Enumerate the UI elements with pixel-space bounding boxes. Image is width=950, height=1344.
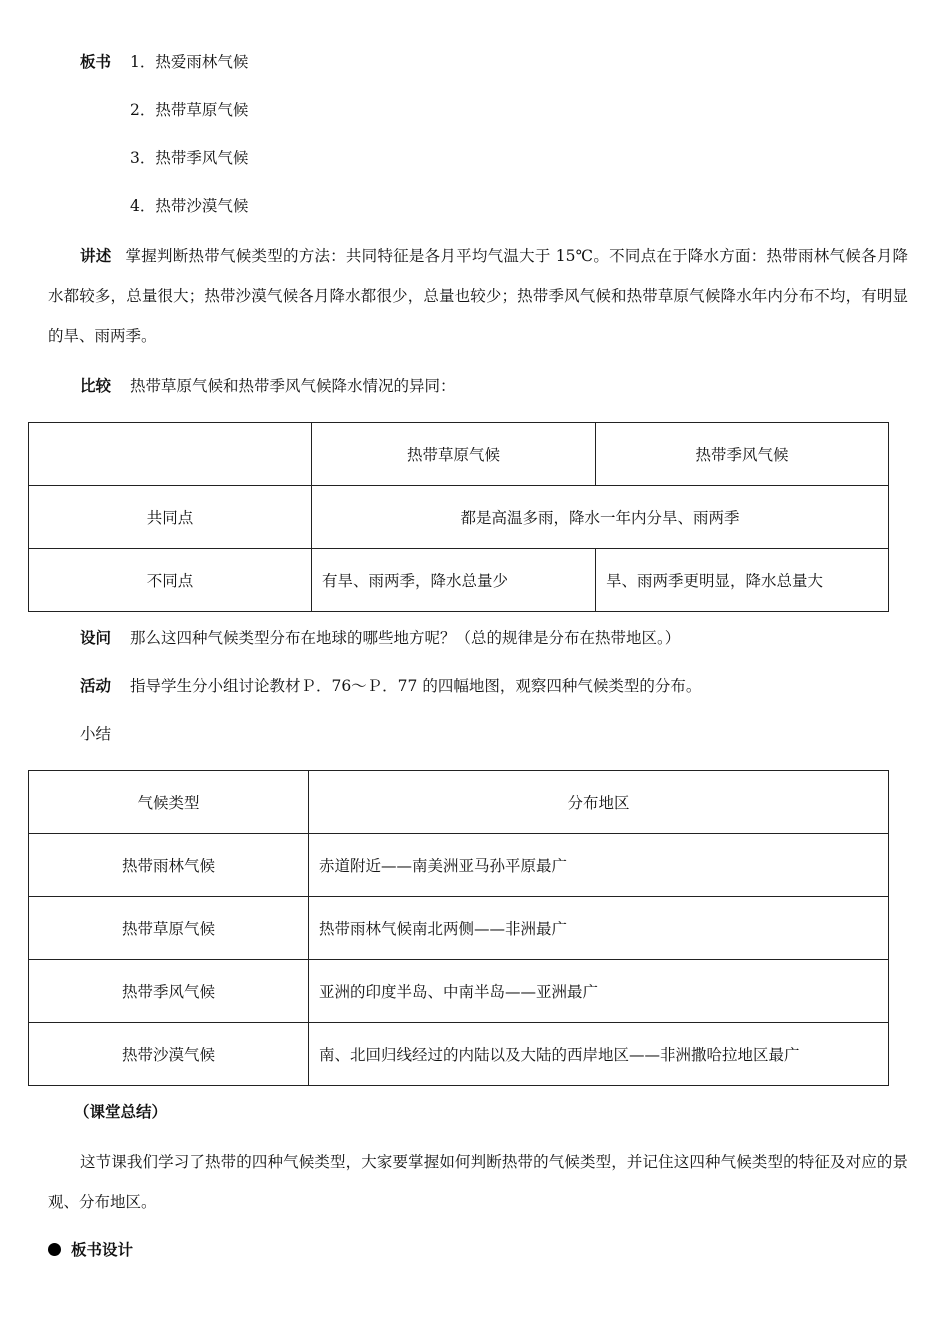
board-list-item-3: 3．热带季风气候 (130, 149, 249, 167)
common-value: 都是高温多雨，降水一年内分旱、雨两季 (312, 486, 889, 549)
compare-text: 热带草原气候和热带季风气候降水情况的异同： (129, 377, 456, 395)
question-text: 那么这四种气候类型分布在地球的哪些地方呢？（总的规律是分布在热带地区。） (129, 629, 681, 647)
table-row (29, 771, 889, 834)
board-design-line (48, 1240, 133, 1260)
lecture-paragraph (48, 236, 908, 356)
board-item-text: 1．热爱雨林气候 (129, 53, 249, 71)
diff-monsoon: 旱、雨两季更明显，降水总量大 (596, 549, 889, 612)
summary-label: 小结 (80, 725, 112, 743)
question-label: 设问 (80, 629, 112, 647)
table-cell (29, 423, 312, 486)
board-label: 板书 (80, 53, 112, 71)
distribution-cell: 南、北回归线经过的内陆以及大陆的西岸地区——非洲撒哈拉地区最广 (309, 1023, 889, 1086)
table-row (29, 897, 889, 960)
distribution-table (28, 770, 889, 1086)
class-summary-paragraph (48, 1142, 908, 1222)
lecture-label: 讲述 (80, 247, 112, 265)
compare-label: 比较 (80, 377, 112, 395)
header-climate-type: 气候类型 (29, 771, 309, 834)
diff-savanna: 有旱、雨两季，降水总量少 (312, 549, 596, 612)
table-row (29, 1023, 889, 1086)
diff-label: 不同点 (29, 549, 312, 612)
lecture-text: 掌握判断热带气候类型的方法：共同特征是各月平均气温大于 15℃。不同点在于降水方面：热带雨林气候各月降水都较多，总量很大；热带沙漠气候各月降水都很少，总量也较少；热带季风气候和热带草原气候降水年内分布不均，有明显的旱、雨两季。 (48, 247, 908, 345)
activity-label: 活动 (80, 677, 112, 695)
board-design-label: 板书设计 (71, 1241, 134, 1259)
common-label: 共同点 (29, 486, 312, 549)
distribution-cell: 赤道附近——南美洲亚马孙平原最广 (309, 834, 889, 897)
activity-line (80, 676, 701, 696)
table-row (29, 834, 889, 897)
compare-line (80, 376, 455, 396)
table-header-savanna: 热带草原气候 (312, 423, 596, 486)
distribution-cell: 热带雨林气候南北两侧——非洲最广 (309, 897, 889, 960)
class-summary-heading: （课堂总结） (74, 1103, 168, 1121)
climate-type-cell: 热带沙漠气候 (29, 1023, 309, 1086)
table-row (29, 423, 889, 486)
activity-text: 指导学生分小组讨论教材Ｐ．76～Ｐ．77 的四幅地图，观察四种气候类型的分布。 (129, 677, 702, 695)
board-list-item-4: 4．热带沙漠气候 (130, 197, 249, 215)
climate-type-cell: 热带季风气候 (29, 960, 309, 1023)
climate-type-cell: 热带雨林气候 (29, 834, 309, 897)
table-row (29, 549, 889, 612)
table-row (29, 486, 889, 549)
table-header-monsoon: 热带季风气候 (596, 423, 889, 486)
class-summary-text: 这节课我们学习了热带的四种气候类型，大家要掌握如何判断热带的气候类型，并记住这四种气候类型的特征及对应的景观、分布地区。 (48, 1153, 908, 1211)
climate-type-cell: 热带草原气候 (29, 897, 309, 960)
question-line (80, 628, 680, 648)
bullet-icon (48, 1243, 61, 1256)
header-distribution: 分布地区 (309, 771, 889, 834)
table-row (29, 960, 889, 1023)
distribution-cell: 亚洲的印度半岛、中南半岛——亚洲最广 (309, 960, 889, 1023)
board-list-item-2: 2．热带草原气候 (130, 101, 249, 119)
board-list-item-1 (80, 52, 248, 72)
comparison-table (28, 422, 889, 612)
